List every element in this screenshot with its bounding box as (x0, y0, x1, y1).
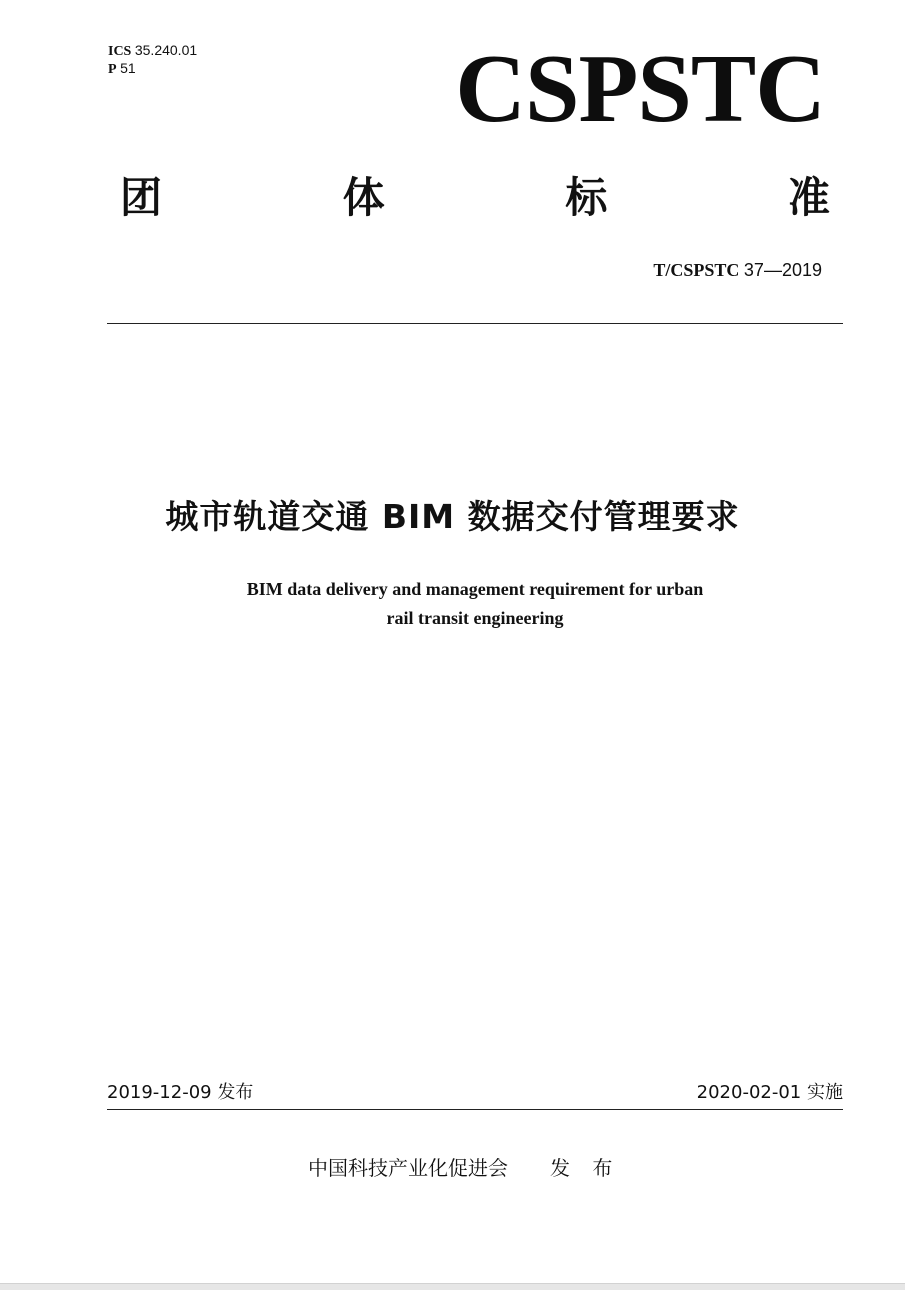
bottom-divider (107, 1109, 843, 1110)
standard-type-heading (120, 170, 830, 226)
ics-line (108, 42, 197, 60)
ccs-label: P (108, 62, 117, 77)
title-english-line-2: rail transit engineering (386, 608, 564, 628)
cspstc-logo: CSPSTC (455, 35, 825, 143)
publisher-verb: 发 布 (550, 1156, 621, 1180)
standard-code-number: 37—2019 (743, 260, 822, 280)
standard-type-char: 标 (565, 173, 608, 222)
publisher-line (308, 1154, 620, 1182)
ics-label: ICS (108, 44, 132, 59)
standard-type-char: 准 (787, 173, 830, 222)
ccs-value: 51 (120, 60, 136, 76)
standard-type-char: 体 (342, 173, 385, 222)
publisher-name: 中国科技产业化促进会 (308, 1156, 508, 1180)
implementation-date: 2020-02-01 实施 (696, 1082, 843, 1103)
standard-type-char: 团 (120, 173, 163, 222)
classification-codes (108, 42, 197, 78)
issue-date: 2019-12-09 发布 (107, 1082, 254, 1103)
title-english-line-1: BIM data delivery and management requirement for urban (246, 579, 704, 599)
title-english (0, 575, 905, 633)
standard-code (653, 258, 822, 282)
standard-code-prefix: T/CSPSTC (653, 260, 740, 280)
ccs-line (108, 60, 197, 78)
ics-value: 35.240.01 (134, 42, 198, 58)
title-chinese: 城市轨道交通 BIM 数据交付管理要求 (165, 497, 740, 536)
top-divider (107, 323, 843, 324)
